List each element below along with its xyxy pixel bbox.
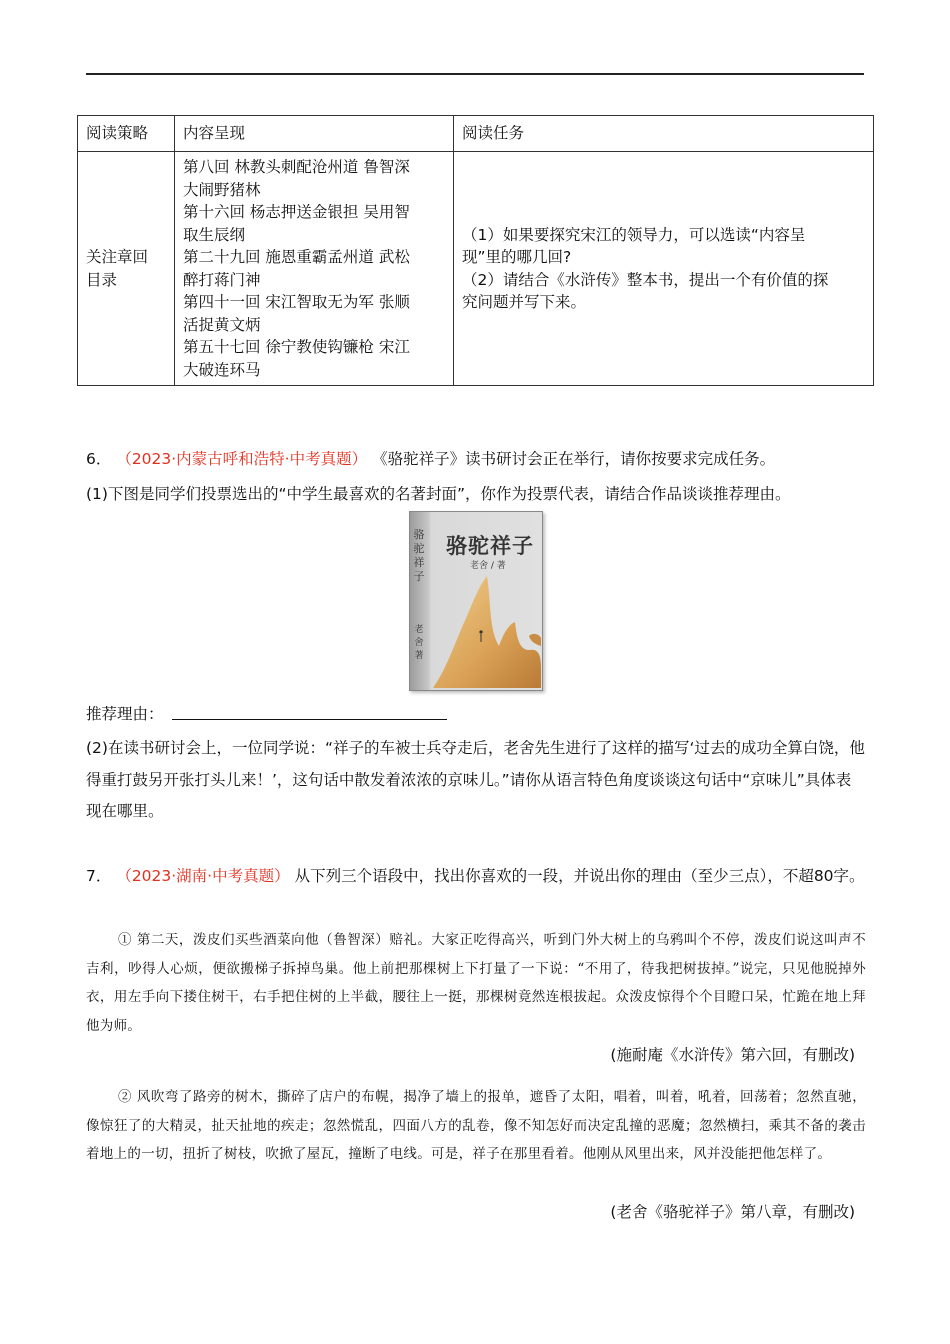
content-line: 活捉黄文炳 xyxy=(183,315,261,334)
table-row xyxy=(78,152,874,386)
content-line: 第二十九回 施恩重霸孟州道 武松 xyxy=(183,248,410,266)
question-7-title xyxy=(86,861,866,892)
reading-strategy-table xyxy=(77,115,874,386)
table-header-row xyxy=(78,116,874,152)
strategy-line: 目录 xyxy=(86,270,118,289)
question-text: 《骆驼祥子》读书研讨会正在举行，请你按要求完成任务。 xyxy=(372,450,776,468)
content-line: 大破连环马 xyxy=(183,360,261,379)
task-line: 究问题并写下来。 xyxy=(462,293,587,311)
spine-author: 老舍著 xyxy=(414,625,424,661)
question-number: 7． xyxy=(86,867,112,885)
passage-2-citation: (老舍《骆驼祥子》第八章，有删改) xyxy=(610,1203,855,1221)
content-line: 取生辰纲 xyxy=(183,225,246,244)
passage-2: ② 风吹弯了路旁的树木，撕碎了店户的布幌，揭净了墙上的报单，遮昏了太阳，唱着，叫着，吼着，回荡着；忽然直驰，像惊狂了的大精灵，扯天扯地的疾走；忽然慌乱，四面八方的乱卷，像不知怎好而决定乱撞的恶魔；忽然横扫，乘其不备的袭击着地上的一切，扭折了树枝，吹掀了屋瓦，撞断了电线。可是，祥子在那里看着。他刚从风里出来，风并没能把他怎样了。 xyxy=(86,1089,866,1162)
strategy-line: 关注章回 xyxy=(86,248,149,266)
book-title: 骆驼祥子 xyxy=(446,533,534,558)
question-source: （2023·内蒙古呼和浩特·中考真题） xyxy=(116,450,368,468)
header-cell-strategy: 阅读策略 xyxy=(78,116,175,152)
task-line: （2）请结合《水浒传》整本书，提出一个有价值的探 xyxy=(462,270,829,289)
task-line: 现”里的哪几回? xyxy=(462,248,572,266)
book-spine xyxy=(410,512,429,690)
content-cell xyxy=(175,152,454,386)
header-cell-task: 阅读任务 xyxy=(454,116,874,152)
header-cell-content: 内容呈现 xyxy=(175,116,454,152)
content-line: 第五十七回 徐宁教使钩镰枪 宋江 xyxy=(183,338,410,356)
header-rule xyxy=(86,73,864,75)
recommendation-label: 推荐理由： xyxy=(86,705,164,723)
book-author: 老舍 / 著 xyxy=(470,561,506,571)
spine-title: 骆驼祥子 xyxy=(413,528,425,583)
answer-blank-line[interactable] xyxy=(172,719,447,720)
book-cover-image xyxy=(409,511,543,691)
question-number: 6． xyxy=(86,450,112,468)
question-text: 从下列三个语段中，找出你喜欢的一段，并说出你的理由（至少三点），不超80字。 xyxy=(294,867,865,885)
content-line: 大闹野猪林 xyxy=(183,180,261,199)
content-line: 第十六回 杨志押送金银担 吴用智 xyxy=(183,203,410,221)
passage-1-citation: (施耐庵《水浒传》第六回，有删改) xyxy=(610,1046,855,1064)
question-6-part-2: (2)在读书研讨会上，一位同学说：“祥子的车被士兵夺走后，老舍先生进行了这样的描写‘过去的成功全算白饶，他得重打鼓另开张打头儿来！’，这句话中散发着浓浓的京味儿。”请你从语言特色角度谈谈这句话中“京味儿”具体表现在哪里。 xyxy=(86,739,865,820)
question-6-part-1: (1)下图是同学们投票选出的“中学生最喜欢的名著封面”，你作为投票代表，请结合作品谈谈推荐理由。 xyxy=(86,485,791,503)
task-line: （1）如果要探究宋江的领导力，可以选读“内容呈 xyxy=(462,225,806,244)
strategy-cell xyxy=(78,152,175,386)
question-source: （2023·湖南·中考真题） xyxy=(116,867,290,885)
passage-1: ① 第二天，泼皮们买些酒菜向他（鲁智深）赔礼。大家正吃得高兴，听到门外大树上的乌鸦叫个不停，泼皮们说这叫声不吉利，吵得人心烦，便欲搬梯子拆掉鸟巢。他上前把那棵树上下打量了一下说：“不用了，待我把树拔掉。”说完，只见他脱掉外衣，用左手向下搂住树干，右手把住树的上半截，腰往上一挺，那棵树竟然连根拔起。众泼皮惊得个个目瞪口呆，忙跪在地上拜他为师。 xyxy=(86,932,866,1034)
question-6-title xyxy=(86,447,775,469)
task-cell xyxy=(454,152,874,386)
content-line: 第四十一回 宋江智取无为军 张顺 xyxy=(183,293,410,311)
camel-silhouette-illustration xyxy=(429,572,541,688)
content-line: 第八回 林教头刺配沧州道 鲁智深 xyxy=(183,158,410,176)
content-line: 醉打蒋门神 xyxy=(183,270,261,289)
